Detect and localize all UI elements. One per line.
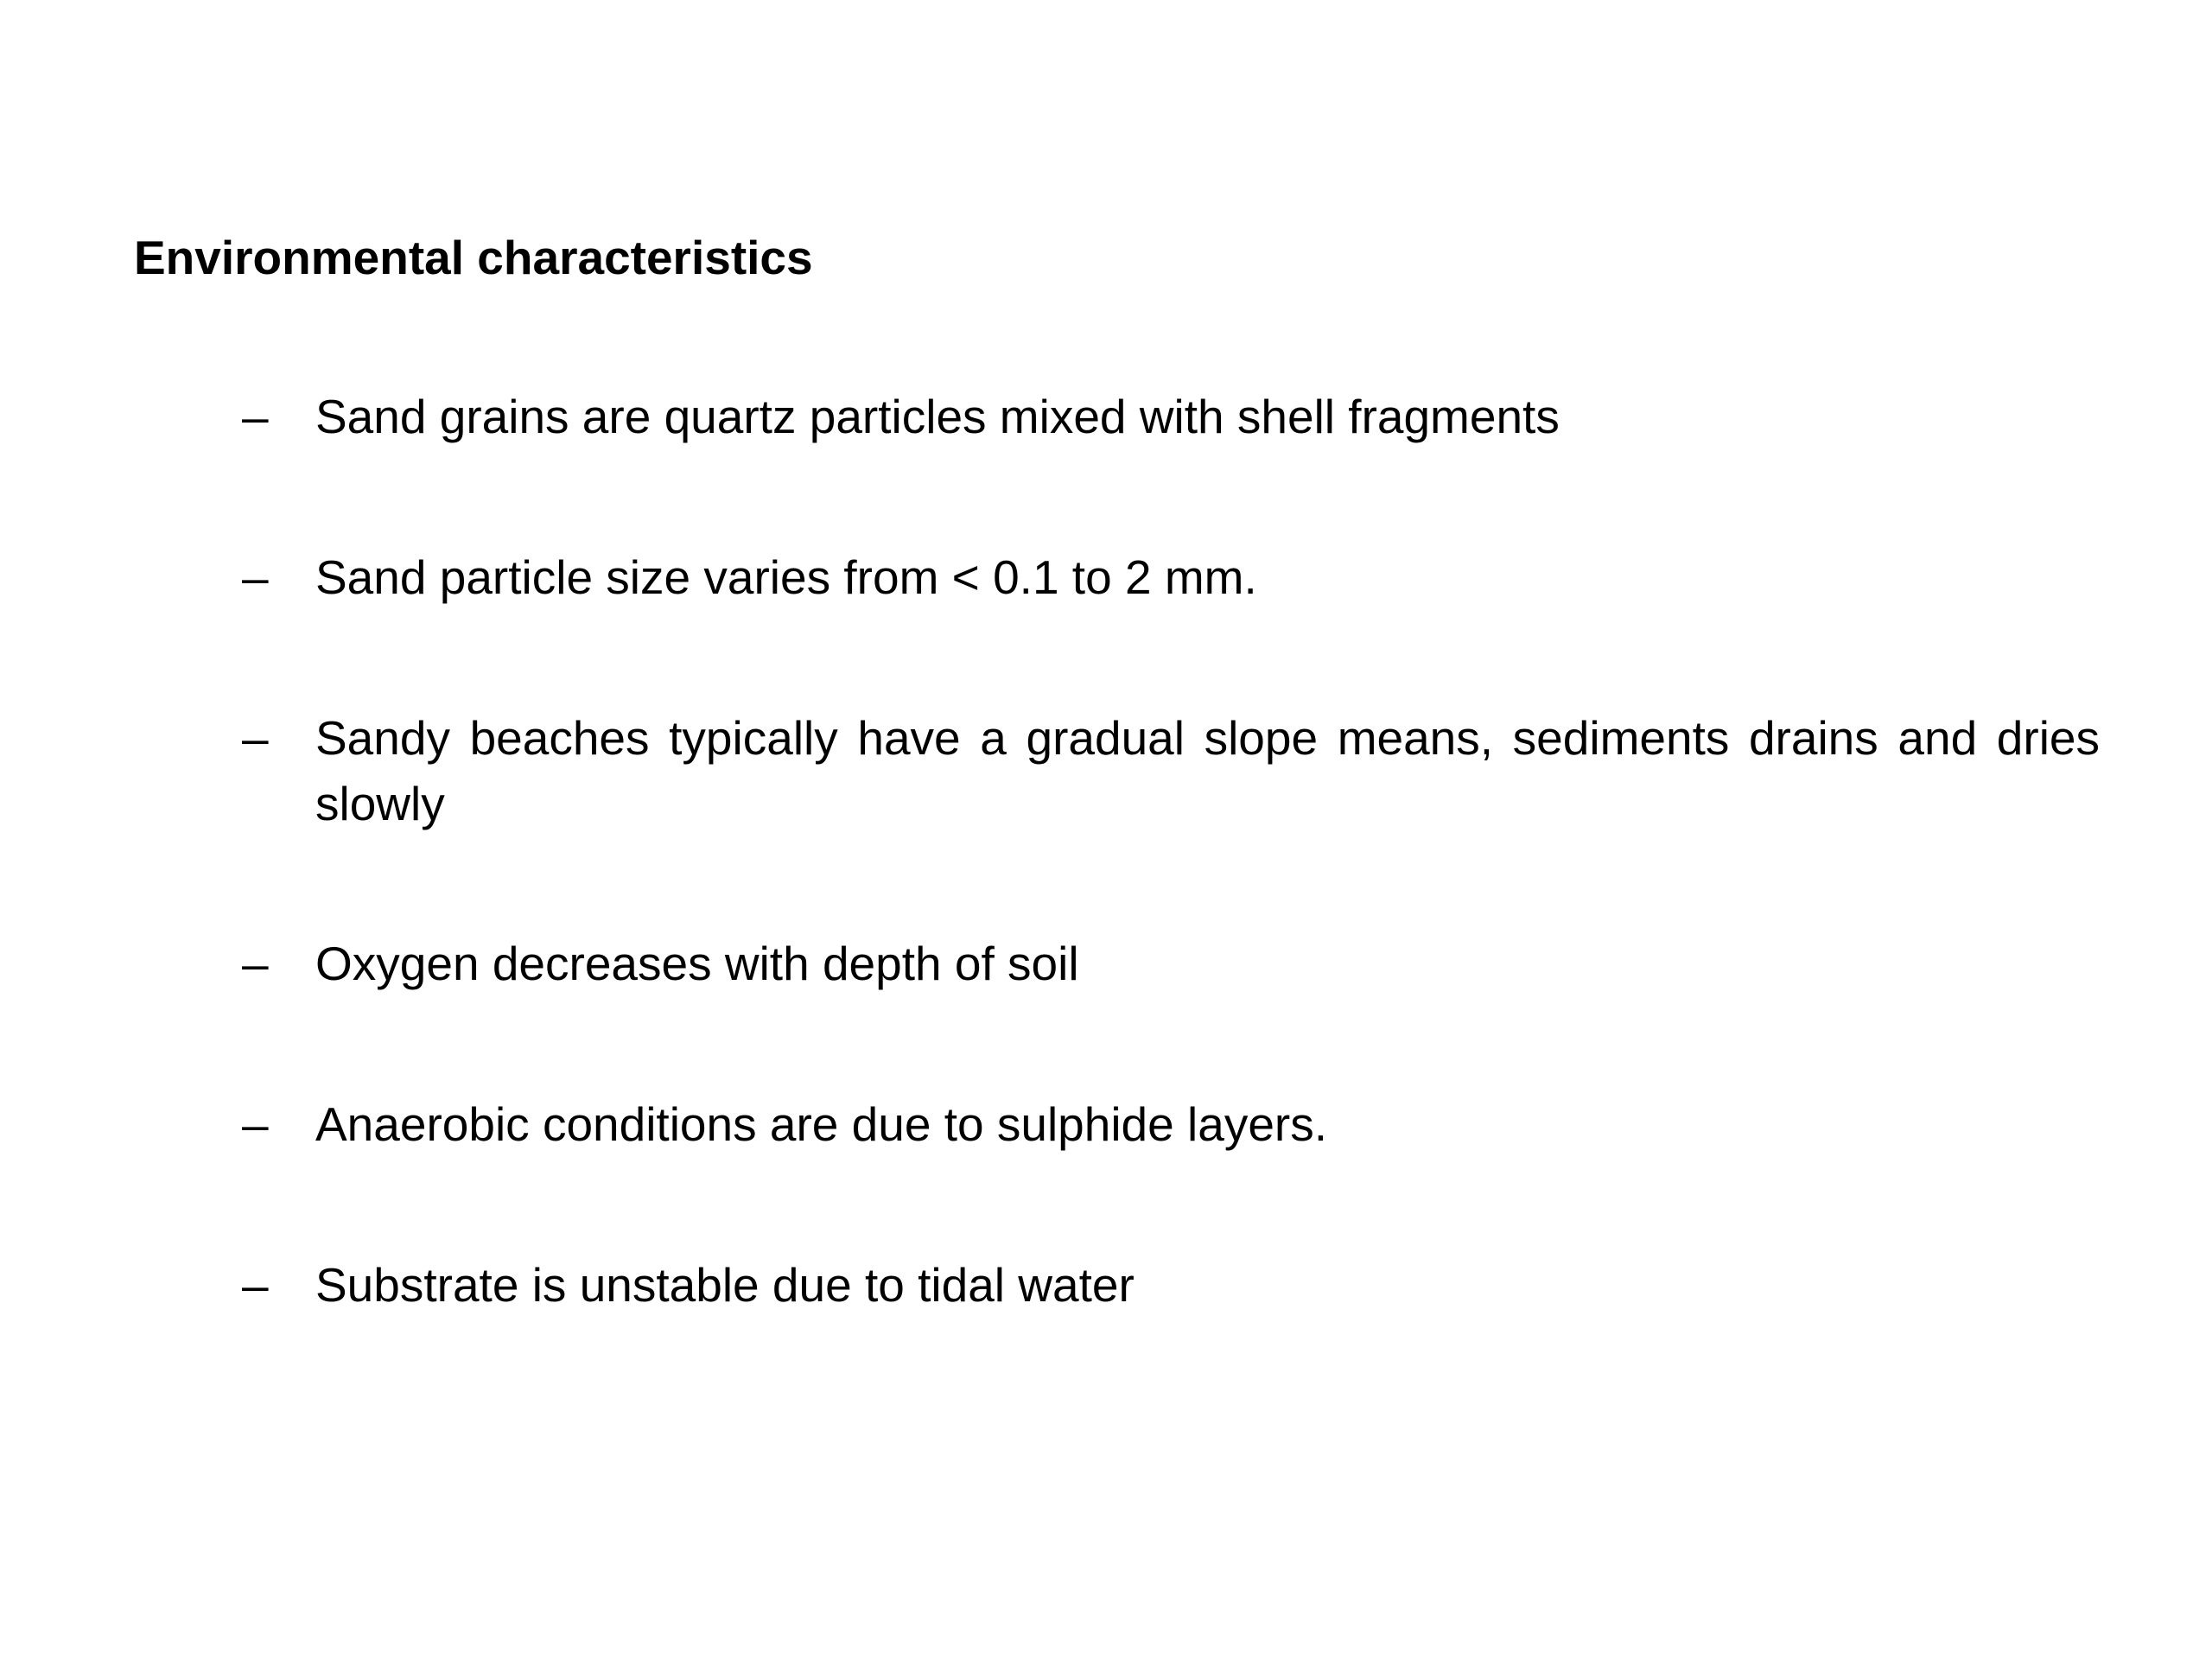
dash-bullet-icon: – <box>242 1097 269 1151</box>
bullet-item <box>242 1252 2100 1318</box>
bullet-text: Anaerobic conditions are due to sulphide layers. <box>315 1097 1328 1151</box>
dash-bullet-icon: – <box>242 1258 269 1312</box>
bullet-item <box>242 384 2100 449</box>
bullet-text: Sand particle size varies from < 0.1 to 2 mm. <box>315 550 1257 604</box>
dash-bullet-icon: – <box>242 550 269 604</box>
bullet-item <box>242 1091 2100 1157</box>
bullet-text: Sand grains are quartz particles mixed with shell fragments <box>315 390 1560 443</box>
bullet-item <box>242 931 2100 996</box>
dash-bullet-icon: – <box>242 711 269 765</box>
bullet-item <box>242 705 2100 836</box>
bullet-item <box>242 544 2100 610</box>
slide-title: Environmental characteristics <box>134 231 813 284</box>
bullet-text: Substrate is unstable due to tidal water <box>315 1258 1135 1312</box>
dash-bullet-icon: – <box>242 937 269 990</box>
bullet-text: Oxygen decreases with depth of soil <box>315 937 1079 990</box>
bullet-text: Sandy beaches typically have a gradual slope means, sediments drains and dries slowly <box>315 711 2100 830</box>
dash-bullet-icon: – <box>242 390 269 443</box>
